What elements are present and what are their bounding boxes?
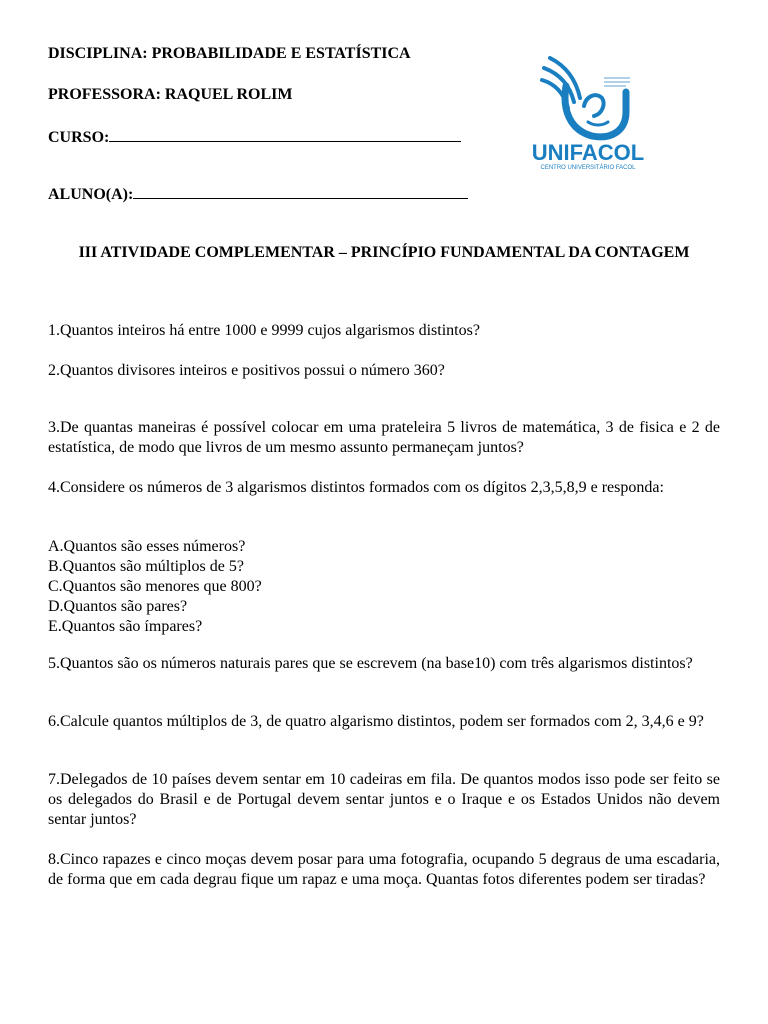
question-4-item-d: D.Quantos são pares? (48, 598, 188, 615)
activity-title: III ATIVIDADE COMPLEMENTAR – PRINCÍPIO FUNDAMENTAL DA CONTAGEM (78, 244, 690, 261)
question-4: 4.Considere os números de 3 algarismos distintos formados com os dígitos 2,3,5,8,9 e responda: (48, 479, 664, 496)
course-fill-blank[interactable] (109, 127, 461, 142)
unifacol-logo (526, 52, 650, 172)
course-line (48, 127, 461, 147)
question-4-item-a: A.Quantos são esses números? (48, 538, 246, 555)
question-5: 5.Quantos são os números naturais pares que se escrevem (na base10) com três algarismos distintos? (48, 655, 693, 672)
student-line (48, 184, 468, 204)
course-label: CURSO: (48, 129, 110, 146)
question-1: 1.Quantos inteiros há entre 1000 e 9999 cujos algarismos distintos? (48, 322, 480, 339)
student-fill-blank[interactable] (133, 184, 468, 199)
question-3: 3.De quantas maneiras é possível colocar em uma prateleira 5 livros de matemática, 3 de fisica e 2 de estatística, de modo que livros de um mesmo assunto permaneçam juntos? (48, 419, 720, 456)
question-4-item-e: E.Quantos são ímpares? (48, 618, 203, 635)
question-4-item-b: B.Quantos são múltiplos de 5? (48, 558, 244, 575)
question-4-items (48, 537, 262, 637)
question-4-item-c: C.Quantos são menores que 800? (48, 578, 262, 595)
question-6: 6.Calcule quantos múltiplos de 3, de quatro algarismo distintos, podem ser formados com 2, 3,4,6 e 9? (48, 713, 704, 730)
question-8: 8.Cinco rapazes e cinco moças devem posar para uma fotografia, ocupando 5 degraus de uma escadaria, de forma que em cada degrau fique um rapaz e uma moça. Quantas fotos diferentes podem ser tiradas? (48, 851, 720, 888)
student-label: ALUNO(A): (48, 186, 134, 203)
teacher-line: PROFESSORA: RAQUEL ROLIM (48, 86, 293, 103)
question-2: 2.Quantos divisores inteiros e positivos possui o número 360? (48, 362, 445, 379)
discipline-line: DISCIPLINA: PROBABILIDADE E ESTATÍSTICA (48, 45, 411, 62)
winged-lion-emblem-icon (526, 52, 650, 172)
question-7: 7.Delegados de 10 países devem sentar em 10 cadeiras em fila. De quantos modos isso pode ser feito se os delegados do Brasil e de Portugal devem sentar juntos e o Iraque e os Estados Unidos não devem sentar juntos? (48, 771, 720, 828)
logo-tagline-text: CENTRO UNIVERSITÁRIO FACOL (540, 165, 636, 171)
logo-brand-text: UNIFACOL (531, 140, 645, 165)
